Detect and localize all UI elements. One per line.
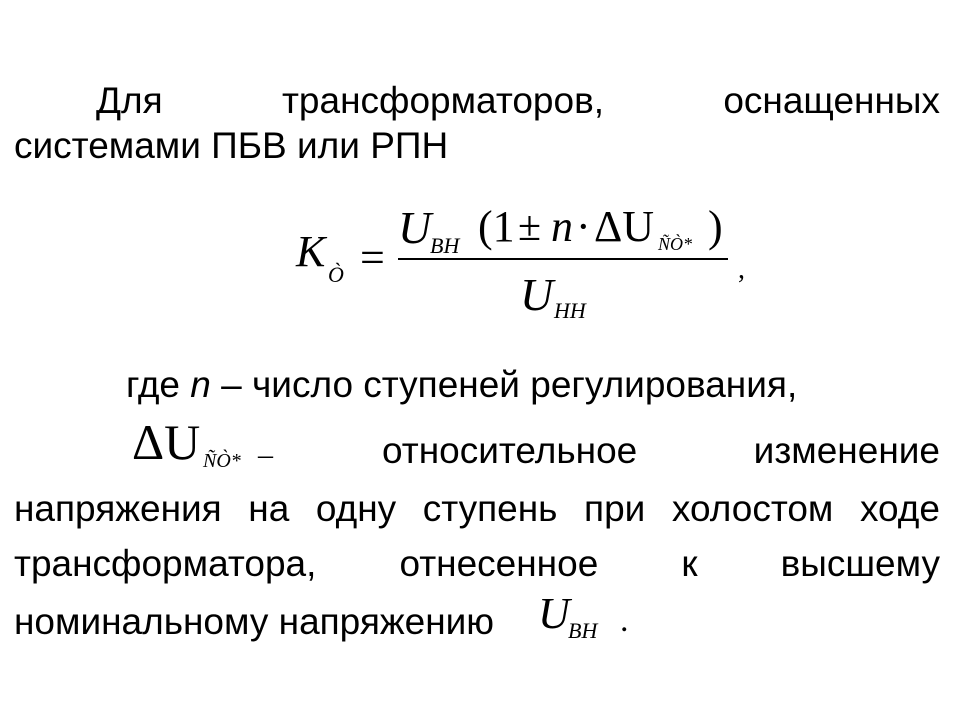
- paragraph1-line2: системами ПБВ или РПН: [14, 125, 449, 166]
- delta-u-sub: ÑÒ*: [203, 450, 241, 472]
- word: изменение: [753, 430, 940, 471]
- formula-num-delta: ΔU: [594, 202, 655, 251]
- formula-lhs-sub: Ò: [328, 262, 344, 287]
- definition-line2: [14, 490, 940, 527]
- formula-comma: ,: [738, 254, 745, 285]
- definition-line4: номинальному напряжению: [14, 601, 495, 642]
- formula-num-u-sub: ВН: [430, 233, 460, 258]
- where-n: n: [190, 364, 211, 405]
- word: при: [584, 488, 646, 529]
- fraction-bar: [398, 258, 728, 260]
- formula-num-n: n: [551, 202, 573, 251]
- line4-end: .: [620, 602, 629, 639]
- formula-num-u: U: [398, 202, 432, 253]
- word: на: [248, 488, 290, 529]
- delta-u-symbol: ΔU: [132, 414, 201, 470]
- line4-u: U: [538, 589, 570, 638]
- formula-num-open: (1: [478, 202, 515, 251]
- word: отнесенное: [399, 543, 599, 584]
- word: трансформатора,: [14, 543, 317, 584]
- formula: [0, 0, 960, 340]
- word: ступень: [422, 488, 558, 529]
- word: Для: [96, 80, 163, 121]
- where-rest: – число ступеней регулирования,: [210, 364, 798, 405]
- formula-num-dot: ·: [576, 202, 591, 251]
- formula-den-u-sub: НН: [554, 298, 586, 323]
- where-line: [126, 366, 797, 403]
- definition-line1: [382, 432, 940, 469]
- word: относительное: [382, 430, 638, 471]
- word: к: [681, 543, 698, 584]
- formula-num-close: ): [708, 202, 723, 251]
- formula-lhs-k: K: [296, 227, 326, 276]
- where-prefix: где: [126, 364, 191, 405]
- definition-dash: –: [258, 438, 273, 471]
- formula-num-delta-sub: ÑÒ*: [658, 234, 693, 254]
- definition-line3: [14, 545, 940, 582]
- word: оснащенных: [723, 80, 940, 121]
- formula-den-u: U: [520, 269, 554, 320]
- formula-num-pm: ±: [518, 204, 542, 250]
- word: напряжения: [14, 488, 222, 529]
- word: ходе: [859, 488, 940, 529]
- formula-equals: =: [360, 233, 385, 282]
- word: высшему: [780, 543, 940, 584]
- word: холостом: [671, 488, 834, 529]
- line4-u-sub: ВН: [568, 618, 598, 643]
- word: трансформаторов,: [281, 80, 605, 121]
- word: одну: [315, 488, 397, 529]
